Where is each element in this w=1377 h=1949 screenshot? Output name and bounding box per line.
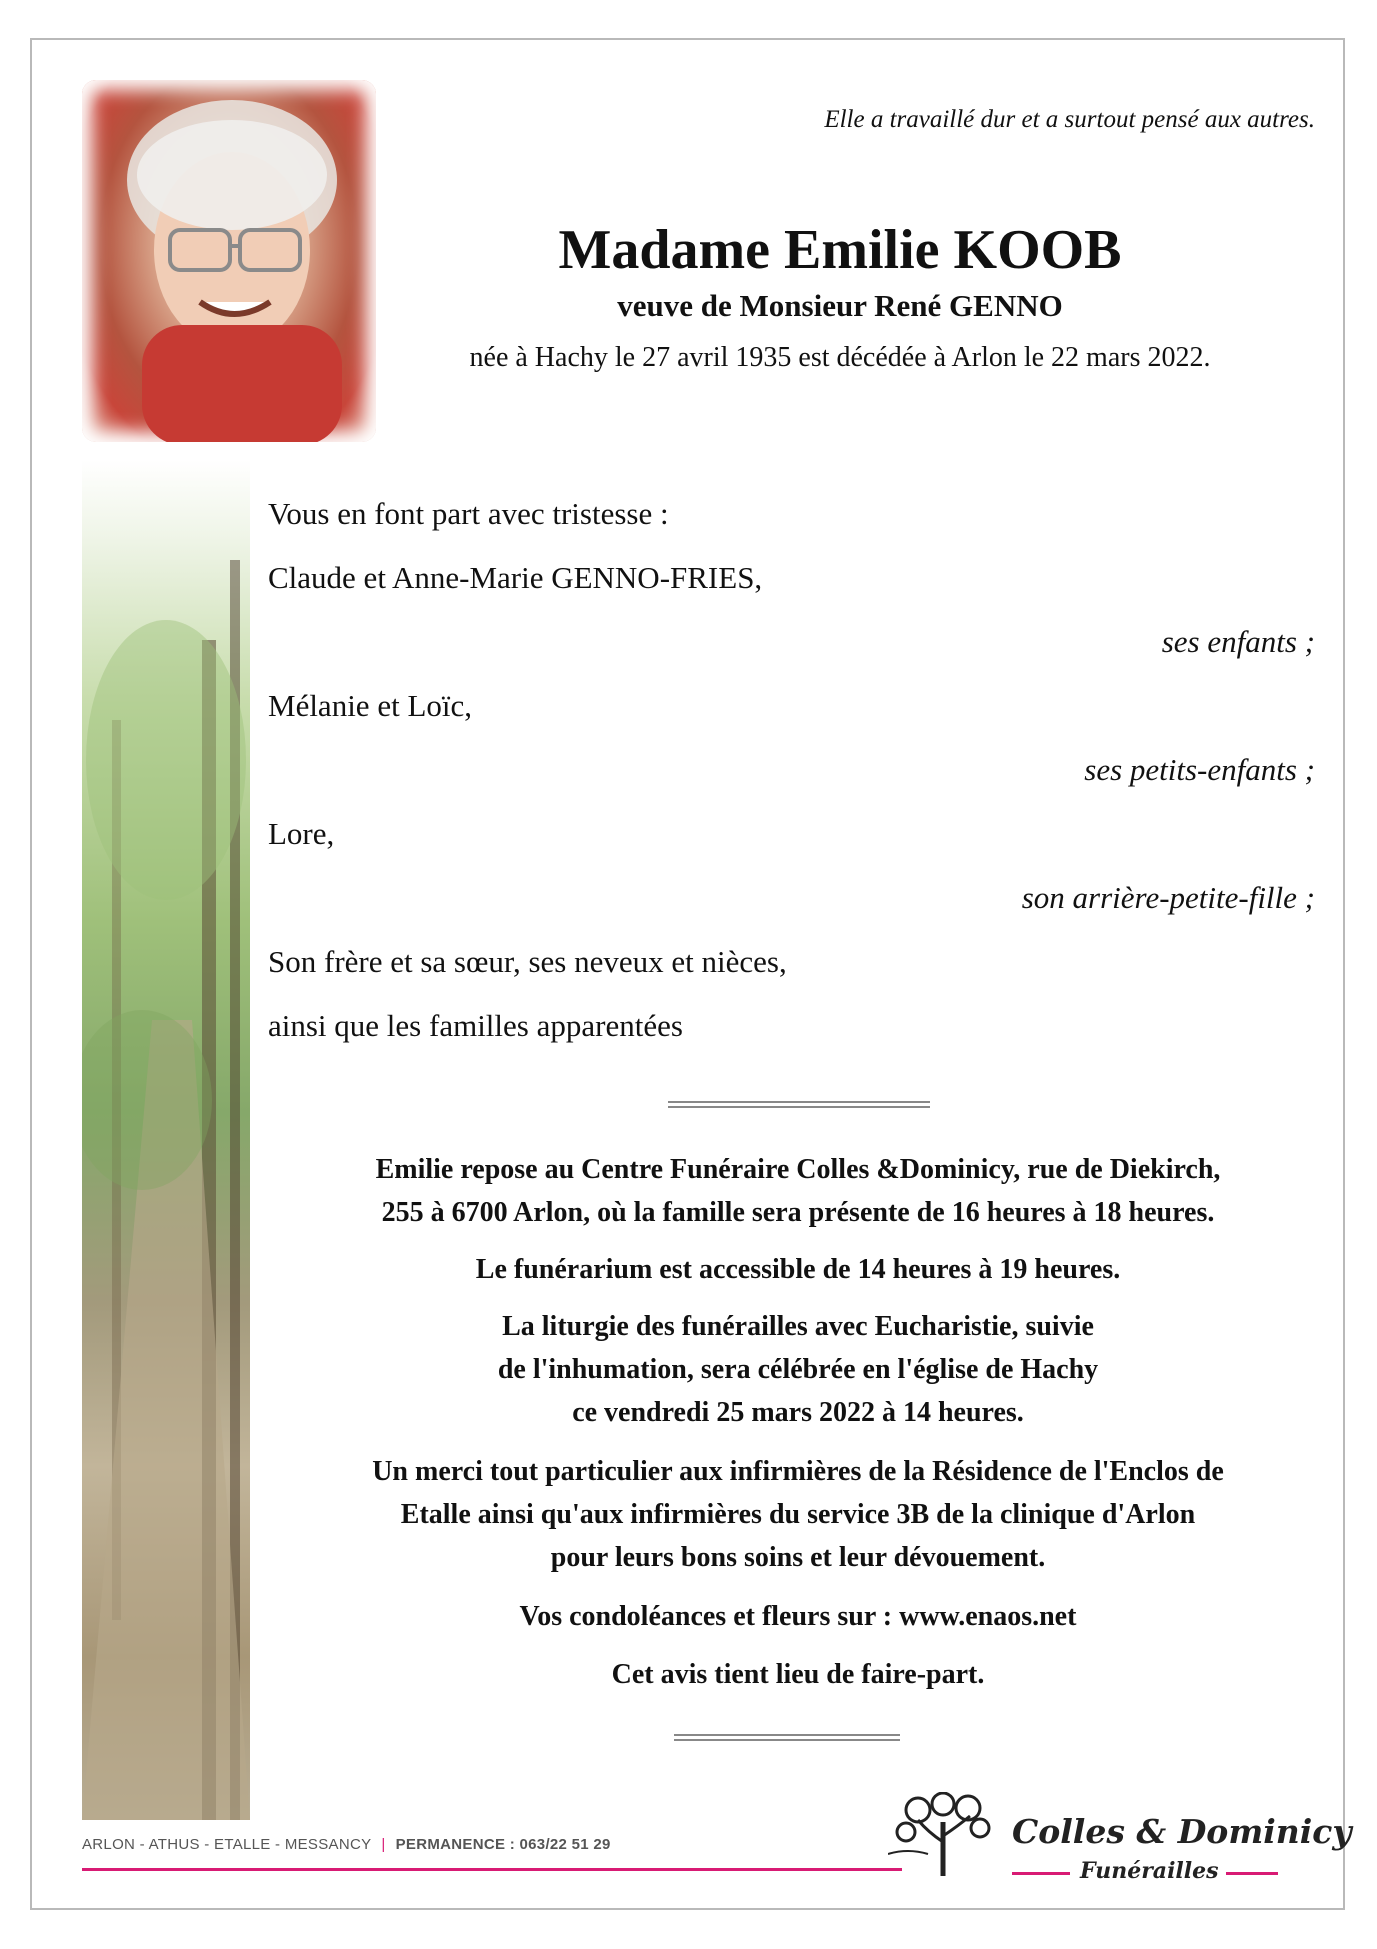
brand-line-left xyxy=(1012,1872,1070,1875)
thanks-line-2: Etalle ainsi qu'aux infirmières du service 3B de la clinique d'Arlon xyxy=(400,1499,1196,1530)
faire-part-notice: Cet avis tient lieu de faire-part. xyxy=(611,1659,985,1690)
portrait-photo xyxy=(82,80,376,442)
liturgy-line-2: de l'inhumation, sera célébrée en l'église de Hachy xyxy=(497,1354,1099,1385)
family-relatives: ainsi que les familles apparentées xyxy=(268,1008,683,1043)
brand-name: Colles & Dominicy xyxy=(1012,1812,1352,1851)
condolences-website[interactable]: Vos condoléances et fleurs sur : www.enaos.net xyxy=(519,1601,1077,1632)
brand-line-right xyxy=(1226,1872,1278,1875)
deceased-name: Madame Emilie KOOB xyxy=(558,219,1122,281)
thanks-line-1: Un merci tout particulier aux infirmières de la Résidence de l'Enclos de xyxy=(372,1456,1224,1487)
footer-contact xyxy=(82,1836,611,1853)
divider-bottom xyxy=(674,1734,900,1741)
divider-top xyxy=(668,1101,930,1108)
spouse-line: veuve de Monsieur René GENNO xyxy=(617,288,1063,323)
family-siblings: Son frère et sa sœur, ses neveux et nièces, xyxy=(268,944,787,979)
memorial-quote: Elle a travaillé dur et a surtout pensé aux autres. xyxy=(824,106,1315,133)
brand-subtitle: Funérailles xyxy=(1080,1858,1219,1884)
family-grandchildren: Mélanie et Loïc, xyxy=(268,688,472,723)
footer-separator: | xyxy=(381,1836,386,1853)
footer-accent-line xyxy=(82,1868,902,1871)
liturgy-line-1: La liturgie des funérailles avec Eucharistie, suivie xyxy=(502,1311,1094,1342)
family-children: Claude et Anne-Marie GENNO-FRIES, xyxy=(268,560,763,595)
footer-permanence: PERMANENCE : 063/22 51 29 xyxy=(395,1836,611,1853)
footer-locations: ARLON - ATHUS - ETALLE - MESSANCY xyxy=(82,1836,372,1853)
family-intro: Vous en font part avec tristesse : xyxy=(268,496,669,531)
children-role: ses enfants ; xyxy=(1161,624,1315,659)
rest-line-1: Emilie repose au Centre Funéraire Colles &Dominicy, rue de Diekirch, xyxy=(375,1154,1221,1185)
funerarium-hours: Le funérarium est accessible de 14 heures à 19 heures. xyxy=(475,1254,1121,1285)
liturgy-line-3: ce vendredi 25 mars 2022 à 14 heures. xyxy=(572,1397,1024,1428)
rest-line-2: 255 à 6700 Arlon, où la famille sera présente de 16 heures à 18 heures. xyxy=(381,1197,1215,1228)
thanks-line-3: pour leurs bons soins et leur dévouement. xyxy=(550,1542,1046,1573)
forest-trees-graphic xyxy=(82,460,250,1820)
tree-logo-icon xyxy=(888,1792,998,1878)
family-great-grandchild: Lore, xyxy=(268,816,335,851)
great-grandchild-role: son arrière-petite-fille ; xyxy=(1021,880,1315,915)
grandchildren-role: ses petits-enfants ; xyxy=(1084,752,1315,787)
birth-death-dates: née à Hachy le 27 avril 1935 est décédée à Arlon le 22 mars 2022. xyxy=(469,342,1211,373)
